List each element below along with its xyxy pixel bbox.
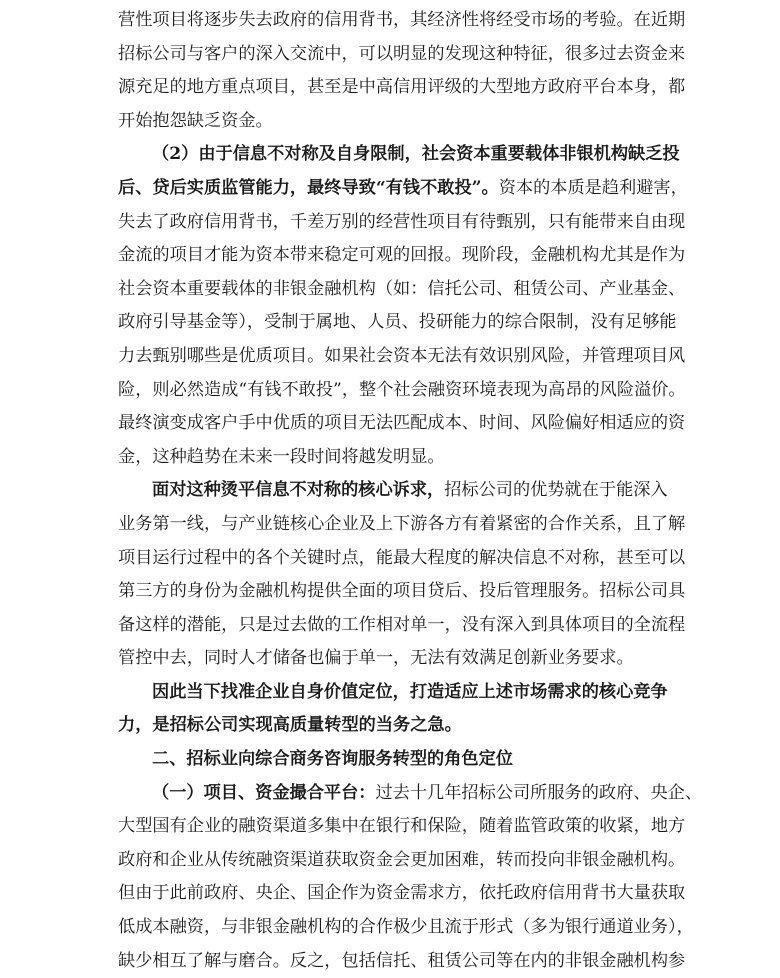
text-line [118, 777, 703, 811]
text-line [118, 138, 680, 172]
text-run: 过去十几年招标公司所服务的政府、央企、 [375, 782, 703, 803]
text-line [118, 306, 677, 340]
bold-lead: 因此当下找准企业自身价值定位，打造适应上述市场需求的核心竞争 [152, 681, 668, 702]
text-run: 金，这种趋势在未来一段时间将越发明显。 [118, 446, 445, 467]
text-run: 招标公司的优势就在于能深入 [444, 480, 668, 501]
text-run: 政府和企业从传统融资渠道获取资金会更加困难，转而投向非银金融机构。 [118, 849, 686, 870]
bold-lead: 力，是招标公司实现高质量转型的当务之急。 [118, 715, 462, 736]
bold-lead: （2）由于信息不对称及自身限制，社会资本重要载体非银机构缺乏投 [152, 144, 680, 165]
text-run: 大型国有企业的融资渠道多集中在银行和保险，随着监管政策的收紧，地方 [118, 816, 686, 837]
text-run: 失去了政府信用背书，千差万别的经营性项目有待甄别，只有能带来自由现 [118, 211, 686, 232]
bold-lead: 面对这种烫平信息不对称的核心诉求， [152, 480, 445, 501]
text-line [118, 172, 688, 206]
text-line [118, 4, 686, 38]
text-run: 管控中去，同时人才储备也偏于单一，无法有效满足创新业务要求。 [118, 648, 634, 669]
text-line [118, 911, 694, 945]
text-run: 源充足的地方重点项目，甚至是中高信用评级的大型地方政府平台本身，都 [118, 77, 686, 98]
text-line [118, 945, 686, 978]
text-run: 业务第一线，与产业链核心企业及上下游各方有着紧密的合作关系，且了解 [118, 513, 686, 534]
text-run: 缺少相互了解与磨合。反之，包括信托、租赁公司等在内的非银金融机构参 [118, 950, 686, 971]
text-line [118, 441, 666, 475]
text-line [118, 810, 686, 844]
text-line [118, 844, 686, 878]
paragraph-value-positioning [118, 676, 666, 743]
text-line [118, 676, 666, 710]
text-line [118, 273, 686, 307]
text-line [118, 877, 686, 911]
text-run: 备这样的潜能，只是过去做的工作相对单一，没有深入到具体项目的全流程 [118, 614, 686, 635]
text-run: 政府引导基金等），受制于属地、人员、投研能力的综合限制，没有足够能 [118, 312, 677, 333]
bold-lead: 后、贷后实质监管能力，最终导致“有钱不敢投”。 [118, 177, 499, 198]
heading-text: 二、招标业向综合商务咨询服务转型的角色定位 [152, 749, 513, 770]
text-run: 社会资本重要载体的非银金融机构（如：信托公司、租赁公司、产业基金、 [118, 278, 686, 299]
text-run: 险，则必然造成“有钱不敢投”，整个社会融资环境表现为高昂的风险溢价。 [118, 379, 686, 400]
text-line [118, 239, 686, 273]
paragraph-bidding-advantage [118, 474, 686, 676]
text-line [118, 609, 686, 643]
text-line [118, 474, 666, 508]
text-line [118, 206, 686, 240]
text-line [118, 575, 686, 609]
text-line [118, 508, 686, 542]
text-line [118, 642, 666, 676]
text-run: 第三方的身份为金融机构提供全面的项目贷后、投后管理服务。招标公司具 [118, 581, 686, 602]
text-run: 项目运行过程中的各个关键时点，能最大程度的解决信息不对称，甚至可以 [118, 547, 686, 568]
text-run: 金流的项目才能为资本带来稳定可观的回报。现阶段，金融机构尤其是作为 [118, 245, 686, 266]
text-line [118, 71, 686, 105]
text-line [118, 407, 686, 441]
heading-line [118, 743, 666, 777]
text-line [118, 340, 686, 374]
paragraph-info-asymmetry [118, 138, 688, 474]
text-run: 最终演变成客户手中优质的项目无法匹配成本、时间、风险偏好相适应的资 [118, 413, 686, 434]
text-run: 资本的本质是趋利避害， [498, 177, 688, 198]
document-page [118, 4, 703, 978]
paragraph-matching-platform [118, 777, 703, 978]
text-run: 但由于此前政府、央企、国企作为资金需求方，依托政府信用背书大量获取 [118, 883, 686, 904]
paragraph-market-test [118, 4, 686, 138]
text-run: 招标公司与客户的深入交流中，可以明显的发现这种特征，很多过去资金来 [118, 43, 686, 64]
text-line [118, 542, 686, 576]
text-line [118, 105, 666, 139]
text-run: 开始抱怨缺乏资金。 [118, 110, 273, 131]
section-heading [118, 743, 666, 777]
text-run: 力去甄别哪些是优质项目。如果社会资本无法有效识别风险，并管理项目风 [118, 345, 686, 366]
text-line [118, 38, 686, 72]
text-line [118, 374, 686, 408]
text-run: 营性项目将逐步失去政府的信用背书，其经济性将经受市场的考验。在近期 [118, 10, 686, 30]
text-run: 低成本融资，与非银金融机构的合作极少且流于形式（多为银行通道业务）， [118, 917, 694, 938]
text-line [118, 709, 666, 743]
bold-lead: （一）项目、资金撮合平台： [152, 782, 376, 803]
